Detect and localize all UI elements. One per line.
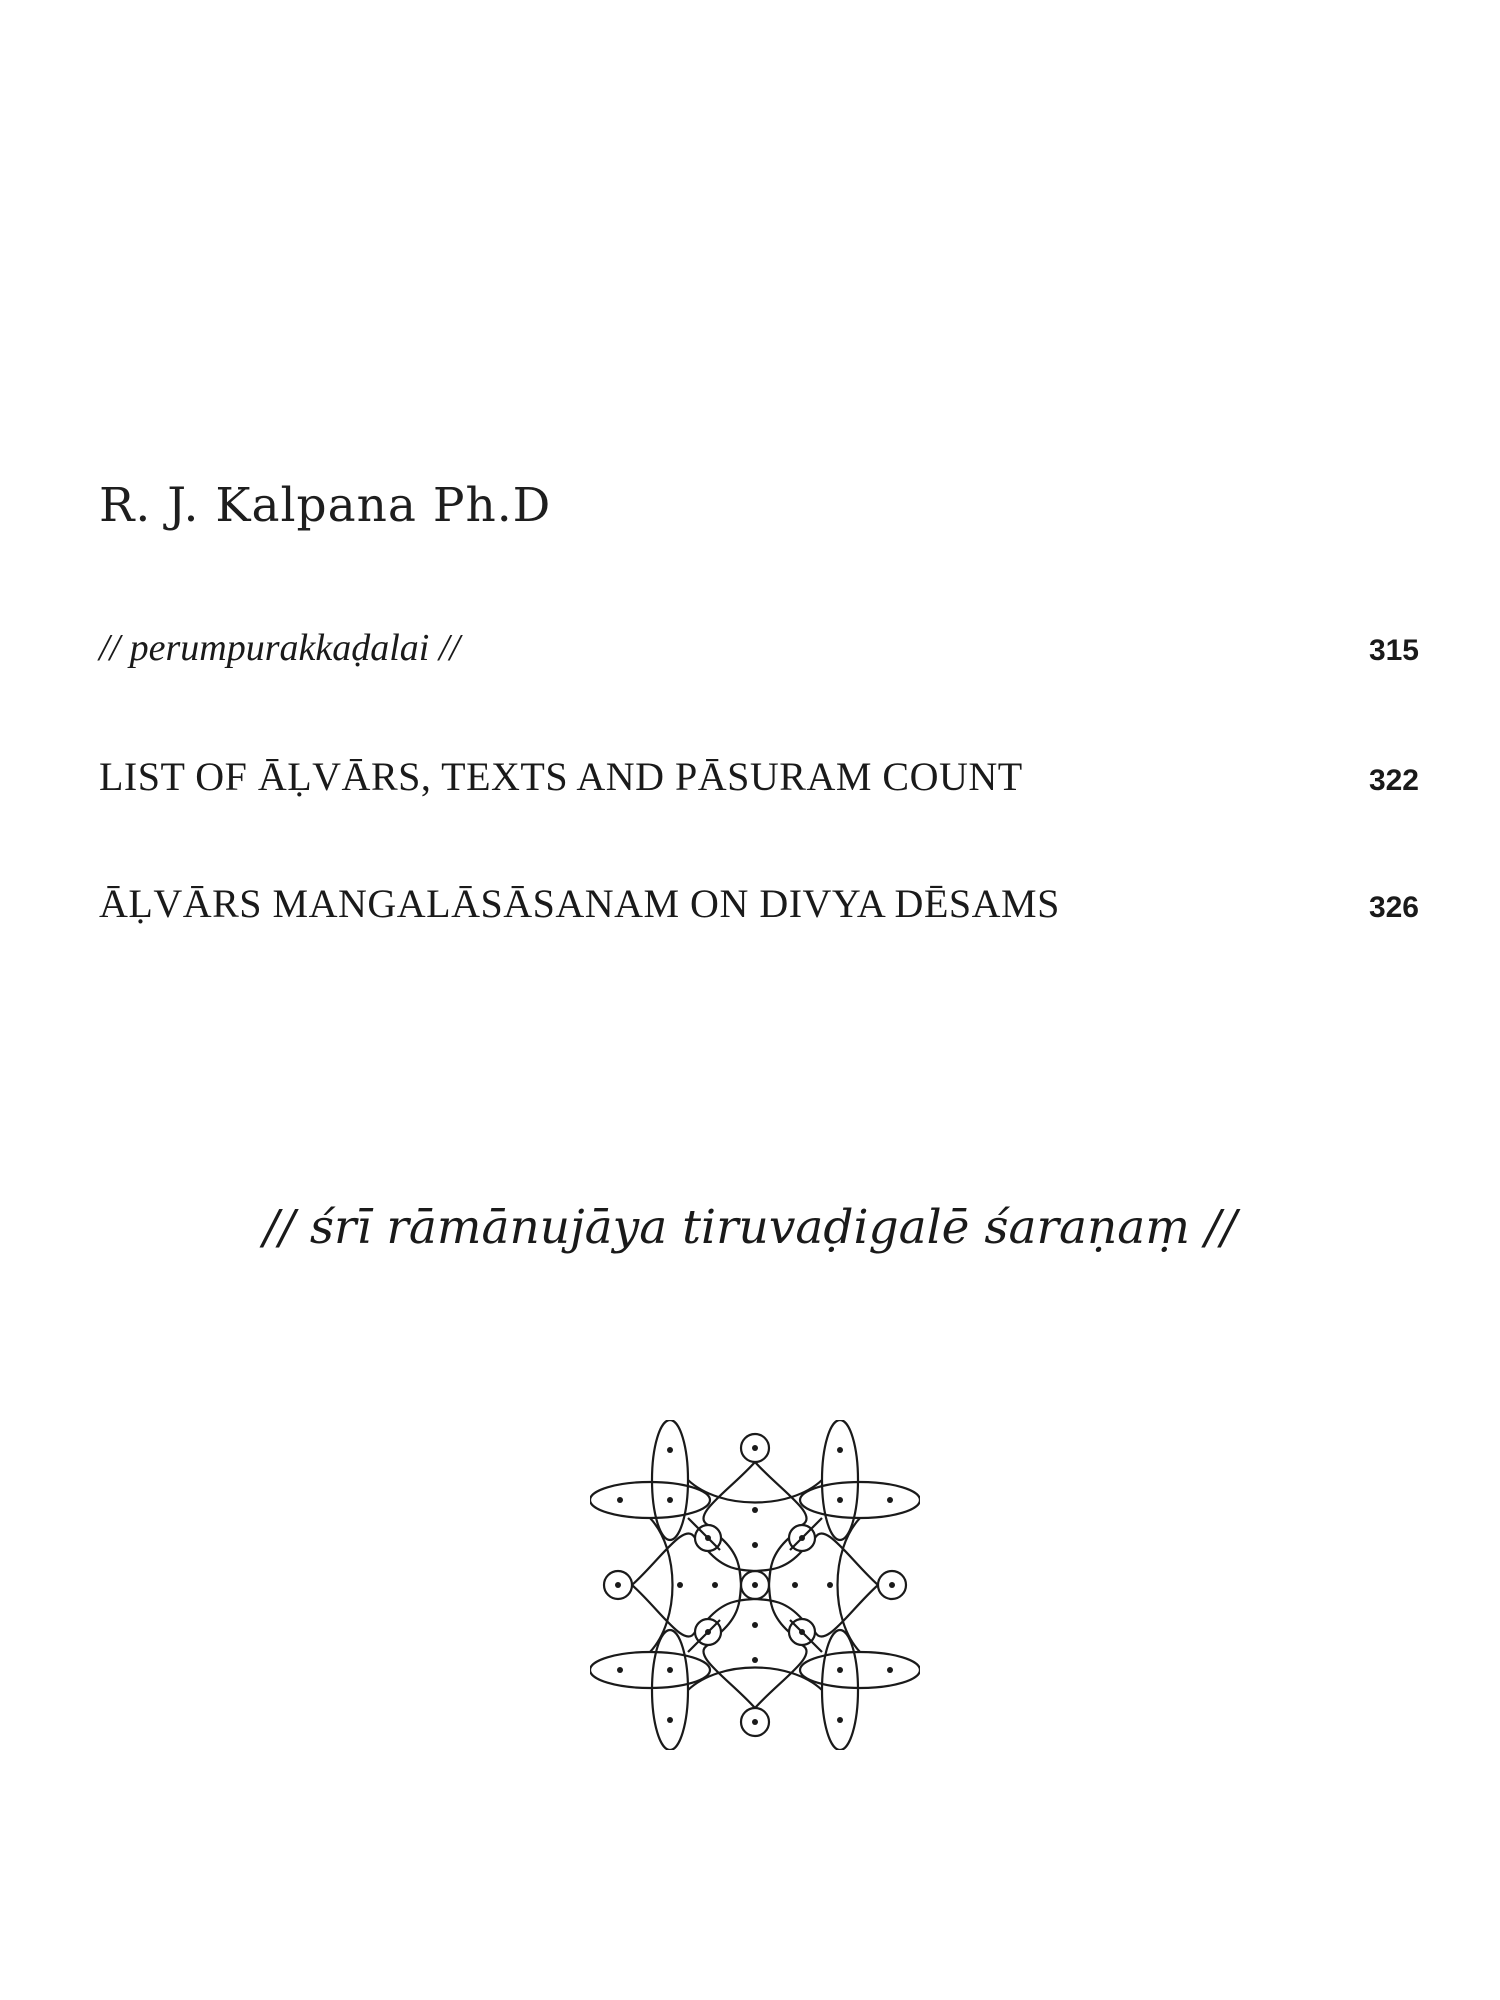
toc-entry-perumpurakkadalai[interactable] <box>99 610 1419 670</box>
toc-entry-mangalasasanam[interactable] <box>99 867 1419 927</box>
toc-entry-title: ĀḶVĀRS MANGALĀSĀSANAM ON DIVYA DĒSAMS <box>99 881 1060 926</box>
toc-entry-title: LIST OF ĀḶVĀRS, TEXTS AND PĀSURAM COUNT <box>99 754 1023 799</box>
benediction-line: // śrī rāmānujāya tiruvaḍigalē śaraṇaṃ // <box>263 1200 1237 1255</box>
toc-entry-page-number: 315 <box>1368 634 1419 667</box>
toc-entry-list-of-alvars[interactable] <box>99 740 1419 800</box>
running-head: R. J. Kalpana Ph.D <box>99 478 552 533</box>
toc-entry-title: // perumpurakkaḍalai // <box>99 627 460 669</box>
toc-entry-page-number: 326 <box>1368 891 1419 924</box>
toc-entry-page-number: 322 <box>1368 764 1419 797</box>
kolam-ornament-icon <box>590 1420 920 1750</box>
